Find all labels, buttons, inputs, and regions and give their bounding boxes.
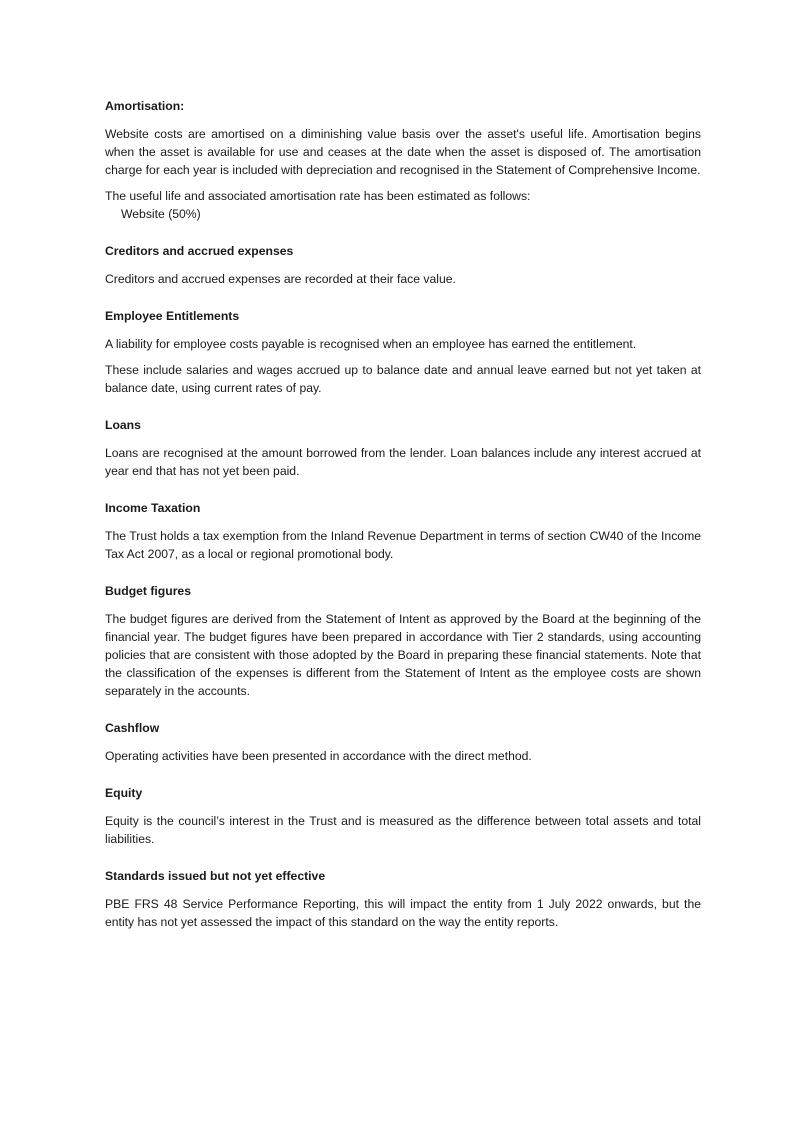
- list-item: Website (50%): [121, 207, 201, 221]
- section-paragraph: Loans are recognised at the amount borrowed from the lender. Loan balances include any interest accrued at year end that has not yet been paid.: [105, 446, 701, 478]
- section-heading: Standards issued but not yet effective: [105, 869, 326, 883]
- section-paragraph: Equity is the council’s interest in the Trust and is measured as the difference between total assets and total liabilities.: [105, 814, 701, 846]
- section-heading: Cashflow: [105, 721, 160, 735]
- section-amortisation: [105, 97, 701, 223]
- section-paragraph: Website costs are amortised on a diminishing value basis over the asset's useful life. Amortisation begins when the asset is available for use and ceases at the date when the asset is disposed of. The amortisation charge for each year is included with depreciation and recognised in the Statement of Comprehensive Income.: [105, 127, 701, 177]
- section-equity: [105, 784, 701, 848]
- section-paragraph: The budget figures are derived from the Statement of Intent as approved by the Board at the beginning of the financial year. The budget figures have been prepared in accordance with Tier 2 standards, using accounting policies that are consistent with those adopted by the Board in preparing these financial statements. Note that the classification of the expenses is different from the Statement of Intent as the employee costs are shown separately in the accounts.: [105, 612, 701, 698]
- section-cashflow: [105, 719, 701, 765]
- section-paragraph: A liability for employee costs payable is recognised when an employee has earned the entitlement.: [105, 337, 637, 351]
- section-paragraph: The useful life and associated amortisation rate has been estimated as follows:: [105, 189, 531, 203]
- section-budget-figures: [105, 582, 701, 700]
- section-income-taxation: [105, 499, 701, 563]
- section-heading: Equity: [105, 786, 143, 800]
- section-loans: [105, 416, 701, 480]
- section-paragraph: The Trust holds a tax exemption from the Inland Revenue Department in terms of section CW40 of the Income Tax Act 2007, as a local or regional promotional body.: [105, 529, 701, 561]
- section-heading: Employee Entitlements: [105, 309, 240, 323]
- section-paragraph: Operating activities have been presented in accordance with the direct method.: [105, 749, 532, 763]
- section-heading: Budget figures: [105, 584, 191, 598]
- section-heading: Creditors and accrued expenses: [105, 244, 294, 258]
- section-paragraph: PBE FRS 48 Service Performance Reporting, this will impact the entity from 1 July 2022 onwards, but the entity has not yet assessed the impact of this standard on the way the entity reports.: [105, 897, 701, 929]
- section-creditors: [105, 242, 701, 288]
- section-heading: Amortisation:: [105, 99, 185, 113]
- section-paragraph: Creditors and accrued expenses are recorded at their face value.: [105, 272, 456, 286]
- document-page: [105, 97, 701, 931]
- section-employee-entitlements: [105, 307, 701, 397]
- section-standards-issued: [105, 867, 701, 931]
- section-heading: Loans: [105, 418, 141, 432]
- section-paragraph: These include salaries and wages accrued up to balance date and annual leave earned but not yet taken at balance date, using current rates of pay.: [105, 363, 701, 395]
- section-heading: Income Taxation: [105, 501, 201, 515]
